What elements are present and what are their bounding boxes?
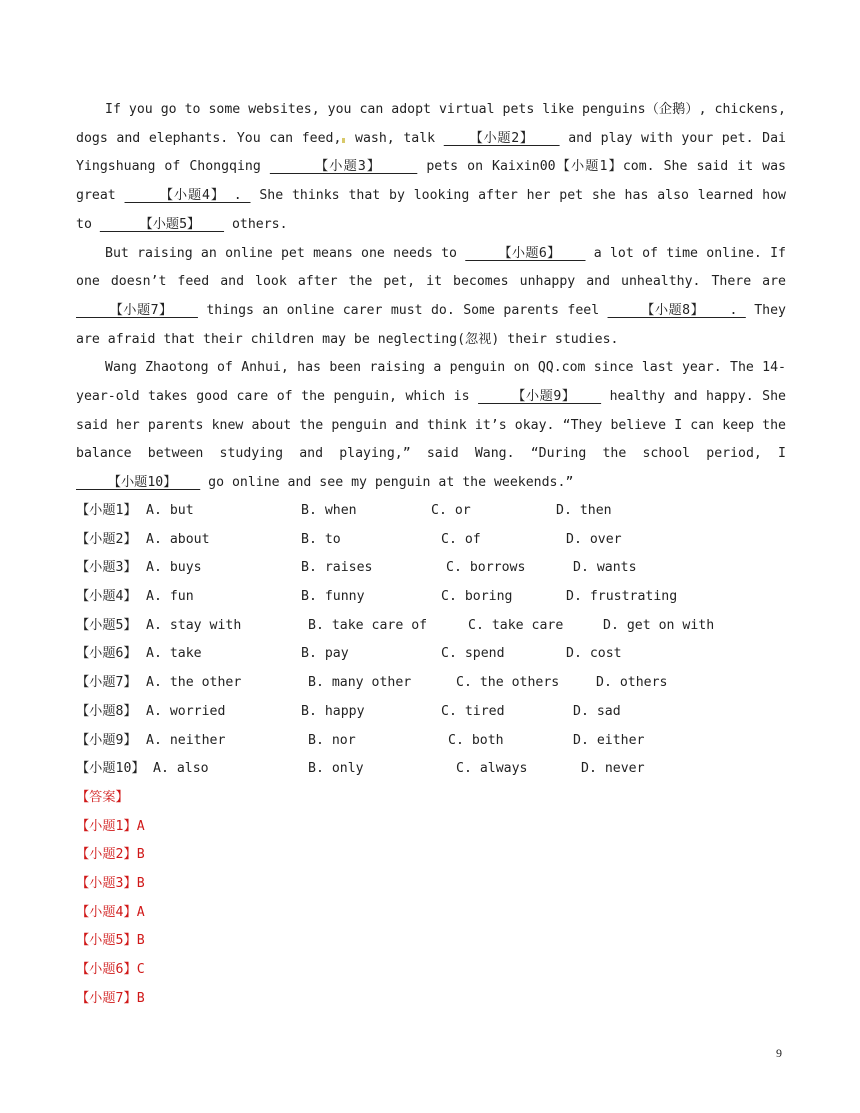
question-row [76,698,776,727]
p3-text-1: Wang Zhaotong of Anhui, has been raising a penguin on QQ.com since last year. The 14-year-old takes good care of the penguin, which is [76,360,786,405]
paragraph-3 [76,354,786,498]
p1-text-3: and play with your pet. Dai Yingshuang of Chongqing [76,130,786,175]
blank-8: 【小题8】 . [607,302,746,318]
p3-text-2: healthy and happy. She said her parents knew about the penguin and think it’s okay. “They believe I can keep the balance between studying and playing,” said Wang. “During the school period, I [76,389,786,462]
option-d: D. sad [573,703,621,719]
question-label: 【小题2】 [76,531,137,547]
p1-text-4: pets on Kaixin00【小题1】com. She said it was great [76,159,786,204]
question-row [76,612,776,641]
p1-text-6: others. [224,216,288,232]
question-label: 【小题9】 [76,732,137,748]
option-c: C. take care [468,617,564,633]
option-a: A. but [146,503,194,518]
blank-6: 【小题6】 [465,245,586,261]
option-a: A. also [153,761,209,777]
blank-7: 【小题7】 [76,302,198,318]
question-label: 【小题7】 [76,675,137,691]
option-c: C. always [456,761,528,777]
option-c: C. borrows [446,560,526,576]
option-d: D. over [566,531,622,547]
option-c: C. boring [441,589,513,605]
question-label: 【小题6】 [76,646,137,662]
option-a: A. take [146,646,202,662]
option-c: C. or [431,503,471,518]
paragraph-1 [76,96,786,240]
p3-text-3: go online and see my penguin at the weekends.” [200,475,574,491]
question-options-list [76,497,776,784]
option-d: D. frustrating [566,589,678,605]
option-b: B. nor [308,732,356,748]
p2-text-2: a lot of time online. If one doesn’t feed and look after the pet, it becomes unhappy and unhealthy. There are [76,245,786,290]
option-d: D. either [573,732,645,748]
option-a: A. the other [146,675,242,691]
question-row [76,526,776,555]
page-number: 9 [776,1046,782,1060]
paragraph-2 [76,240,786,355]
question-row [76,497,776,526]
option-c: C. of [441,531,481,547]
option-a: A. about [146,531,210,547]
option-c: C. spend [441,646,505,662]
option-d: D. wants [573,560,637,576]
answer-item: 【小题6】C [76,962,145,978]
option-b: B. many other [308,675,412,691]
option-d: D. others [596,675,668,691]
answer-item: 【小题5】B [76,933,145,949]
highlight-mark [342,138,345,143]
p1-text-1: If you go to some websites, you can adopt virtual pets like penguins（企鹅）, chickens, dogs and elephants. You can feed, [76,102,786,146]
question-row [76,640,776,669]
p2-text-3: things an online carer must do. Some parents feel [197,302,608,318]
option-d: D. then [556,503,612,518]
option-b: B. pay [301,646,349,662]
question-row [76,669,776,698]
p2-text-4: They are afraid that their children may be neglecting(忽视) their studies. [76,302,786,347]
answer-item: 【小题2】B [76,847,145,863]
blank-5: 【小题5】 [99,216,225,232]
option-a: A. fun [146,589,194,605]
option-c: C. both [448,732,504,748]
p2-text-1: But raising an online pet means one needs to [105,245,466,261]
option-d: D. never [581,761,645,777]
answer-item: 【小题3】B [76,876,145,892]
answer-heading: 【答案】 [76,790,129,805]
option-b: B. only [308,761,364,777]
question-label: 【小题3】 [76,560,137,576]
option-d: D. get on with [603,617,715,633]
question-label: 【小题1】 [76,503,137,518]
option-b: B. take care of [308,617,428,633]
answer-item: 【小题1】A [76,818,145,834]
question-row [76,583,776,612]
answer-item: 【小题4】A [76,904,145,920]
cloze-passage [76,96,786,498]
question-label: 【小题5】 [76,617,137,633]
blank-9: 【小题9】 [478,389,602,405]
option-b: B. when [301,503,357,518]
blank-3: 【小题3】 [269,159,418,175]
question-row [76,755,776,784]
option-d: D. cost [566,646,622,662]
option-a: A. neither [146,732,226,748]
option-b: B. raises [301,560,373,576]
option-a: A. buys [146,560,202,576]
answer-item: 【小题7】B [76,990,145,1006]
option-b: B. funny [301,589,365,605]
option-b: B. to [301,531,341,547]
question-row [76,727,776,756]
blank-2: 【小题2】 [443,130,560,146]
answer-section [76,784,145,1014]
question-row [76,554,776,583]
question-label: 【小题4】 [76,589,137,605]
question-label: 【小题10】 [76,761,145,777]
p1-text-2: wash, talk [346,130,444,146]
option-c: C. the others [456,675,560,691]
p1-text-5: She thinks that by looking after her pet she has also learned how to [76,188,786,232]
question-label: 【小题8】 [76,703,137,719]
option-a: A. worried [146,703,226,719]
option-b: B. happy [301,703,365,719]
option-c: C. tired [441,703,505,719]
option-a: A. stay with [146,617,242,633]
blank-4: 【小题4】 . [124,188,251,204]
blank-10: 【小题10】 [76,475,201,491]
